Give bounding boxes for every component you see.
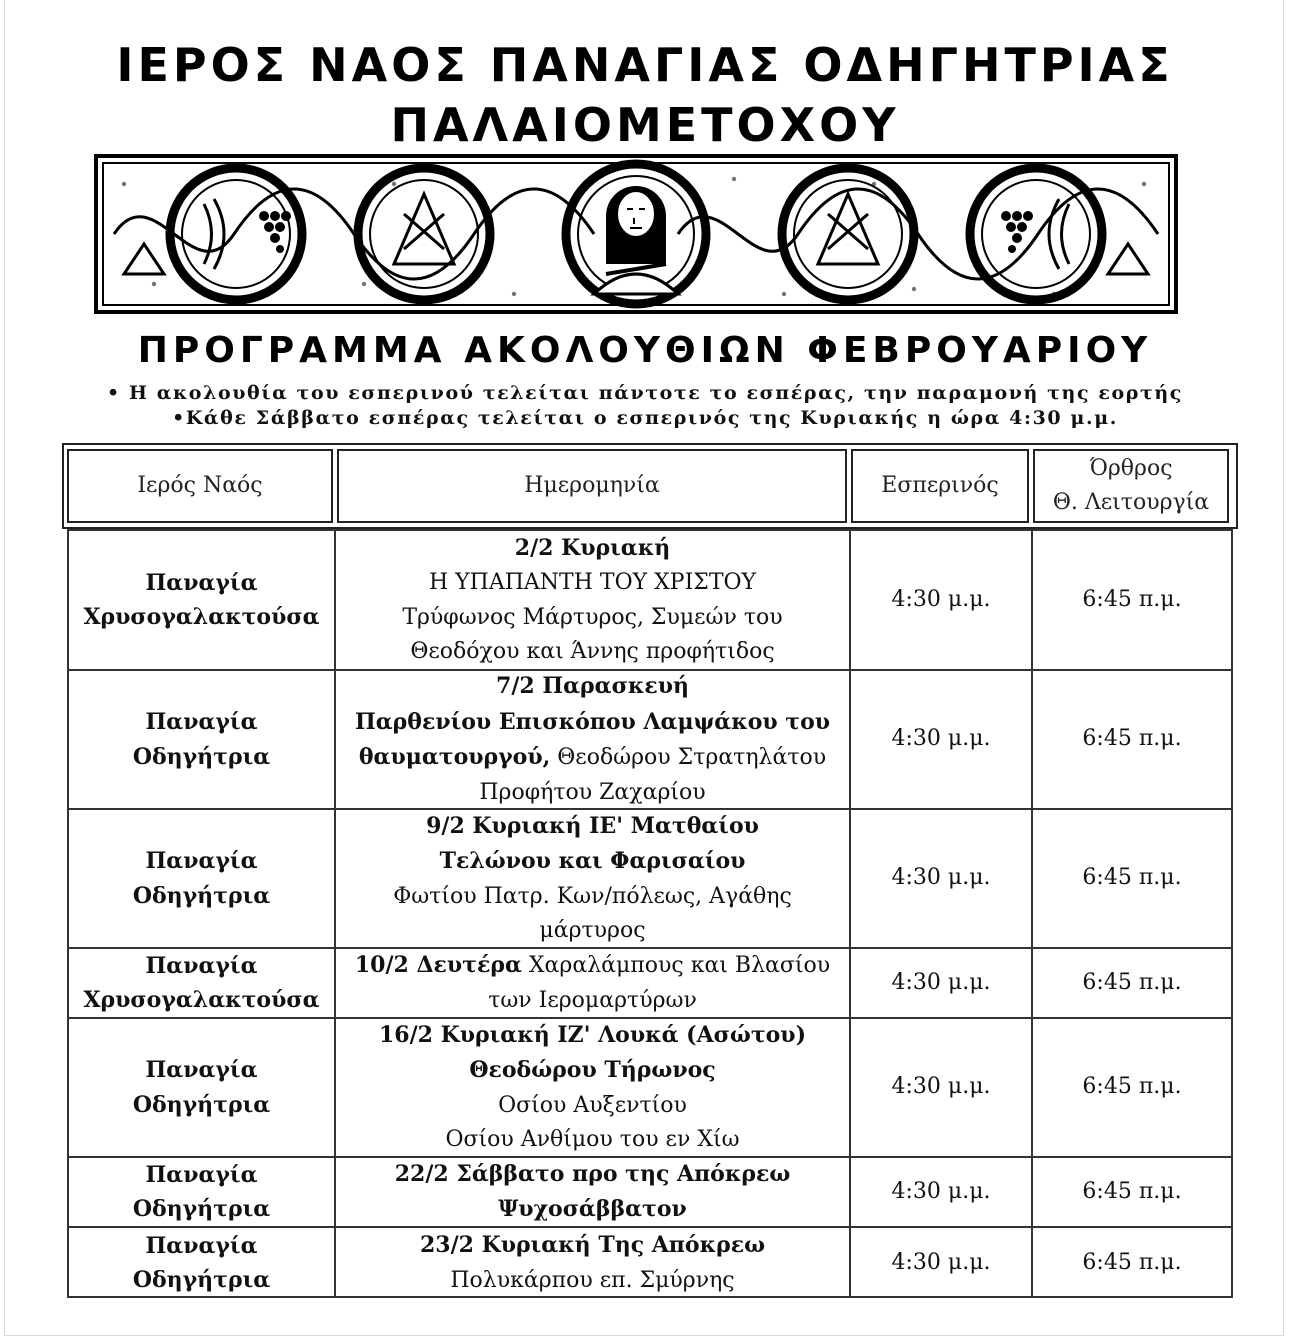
feast-line: [355, 948, 830, 984]
vespers-time: 4:30 μ.μ.: [891, 586, 991, 612]
date-cell: [336, 949, 849, 1017]
church-cell: [69, 810, 334, 947]
feast-text-bold: 7/2 Παρασκευή: [496, 673, 689, 699]
church-name: Χρυσογαλακτούσα: [83, 604, 320, 630]
header-church: Ιερός Ναός: [67, 449, 333, 523]
vespers-cell: [851, 810, 1031, 947]
feast-text-bold: 23/2 Κυριακή Της Απόκρεω: [419, 1232, 766, 1258]
orthros-time: 6:45 π.μ.: [1082, 865, 1182, 891]
feast-text-bold: 2/2 Κυριακή: [514, 534, 671, 561]
church-name: Παναγία: [145, 569, 258, 596]
feast-line: [429, 566, 756, 601]
feast-line: [359, 740, 826, 776]
orthros-cell: [1033, 1019, 1231, 1156]
feast-line: [539, 914, 645, 949]
orthros-cell: [1033, 671, 1231, 808]
feast-line: [469, 1053, 715, 1089]
church-name: Παναγία: [145, 709, 258, 735]
feast-text-bold: Τελώνου και Φαρισαίου: [439, 848, 746, 874]
feast-text: Θεοδώρου Στρατηλάτου: [550, 745, 827, 770]
header-orthros: Όρθρος Θ. Λειτουργία: [1033, 449, 1229, 523]
feast-line: [498, 1192, 687, 1228]
date-cell: [336, 671, 849, 808]
feast-line: [515, 531, 670, 567]
feast-line: [393, 880, 792, 915]
orthros-cell: [1033, 1158, 1231, 1226]
date-cell: [336, 531, 849, 669]
feast-line: [355, 705, 830, 741]
feast-line: [479, 776, 705, 811]
orthros-cell: [1033, 949, 1231, 1017]
feast-text-bold: 9/2 Κυριακή ΙΕ' Ματθαίου: [426, 812, 759, 839]
feast-text-bold: Ψυχοσάββατον: [498, 1196, 687, 1222]
feast-text-bold: 16/2 Κυριακή ΙΖ' Λουκά (Ασώτου): [379, 1021, 806, 1048]
saturday-note: •Κάθε Σάββατο εσπέρας τελείται ο εσπερινός της Κυριακής η ώρα 4:30 μ.μ.: [172, 407, 1118, 429]
ornament-frieze-icon: [94, 154, 1178, 314]
feast-text-bold: θαυματουργού,: [358, 744, 551, 770]
church-subtitle: ΠΑΛΑΙΟΜΕΤΟΧΟΥ: [390, 98, 900, 152]
date-cell: [336, 810, 849, 947]
feast-line: [496, 669, 689, 705]
church-name: Παναγία: [145, 1057, 258, 1083]
feast-line: [450, 1264, 734, 1299]
feast-text: Θεοδόχου και Άννης προφήτιδος: [410, 639, 775, 664]
vespers-cell: [851, 1019, 1031, 1156]
feast-text: Η ΥΠΑΠΑΝΤΗ ΤΟΥ ΧΡΙΣΤΟΥ: [428, 570, 757, 595]
date-cell: [336, 1019, 849, 1156]
vespers-cell: [851, 949, 1031, 1017]
vespers-cell: [851, 531, 1031, 669]
orthros-time: 6:45 π.μ.: [1082, 726, 1182, 752]
feast-text-bold: Θεοδώρου Τήρωνος: [469, 1057, 716, 1083]
church-name: Παναγία: [145, 1232, 258, 1259]
church-cell: [69, 531, 334, 669]
vespers-cell: [851, 671, 1031, 808]
church-name: Οδηγήτρια: [132, 882, 271, 909]
orthros-cell: [1033, 810, 1231, 947]
orthros-time: 6:45 π.μ.: [1082, 1178, 1182, 1204]
feast-line: [440, 844, 746, 880]
header-vespers: Εσπερινός: [851, 449, 1029, 523]
feast-text-bold: 10/2 Δευτέρα: [354, 952, 522, 978]
feast-line: [395, 1157, 791, 1193]
feast-line: [420, 1228, 765, 1264]
church-name: Οδηγήτρια: [132, 1196, 271, 1222]
date-cell: [336, 1158, 849, 1226]
church-name: Οδηγήτρια: [132, 1091, 271, 1118]
church-cell: [69, 1019, 334, 1156]
church-cell: [69, 949, 334, 1017]
feast-text: Οσίου Ανθίμου του εν Χίω: [445, 1127, 740, 1152]
orthros-cell: [1033, 531, 1231, 669]
feast-text: Τρύφωνος Μάρτυρος, Συμεών του: [402, 604, 783, 630]
church-name: Παναγία: [145, 848, 258, 874]
feast-text: Φωτίου Πατρ. Κων/πόλεως, Αγάθης: [393, 883, 792, 909]
vespers-time: 4:30 μ.μ.: [891, 1178, 991, 1204]
feast-line: [410, 635, 774, 670]
date-cell: [336, 1228, 849, 1298]
feast-text: Προφήτου Ζαχαρίου: [479, 779, 706, 805]
church-name: Οδηγήτρια: [132, 743, 271, 770]
vespers-time: 4:30 μ.μ.: [891, 726, 991, 752]
feast-line: [402, 601, 782, 636]
vespers-cell: [851, 1228, 1031, 1298]
orthros-time: 6:45 π.μ.: [1082, 586, 1182, 612]
feast-line: [445, 1123, 739, 1158]
feast-text: μάρτυρος: [539, 918, 646, 943]
program-title: ΠΡΟΓΡΑΜΜΑ ΑΚΟΛΟΥΘΙΩΝ ΦΕΒΡΟΥΑΡΙΟΥ: [137, 330, 1153, 371]
feast-text: Πολυκάρπου επ. Σμύρνης: [450, 1267, 735, 1293]
feast-line: [426, 809, 759, 845]
vespers-cell: [851, 1158, 1031, 1226]
feast-text: Οσίου Αυξεντίου: [498, 1092, 687, 1118]
vespers-note: • Η ακολουθία του εσπερινού τελείται πάντοτε το εσπέρας, την παραμονή της εορτής: [107, 382, 1183, 404]
vespers-time: 4:30 μ.μ.: [891, 969, 991, 995]
orthros-time: 6:45 π.μ.: [1082, 969, 1182, 995]
church-name: Χρυσογαλακτούσα: [83, 987, 320, 1013]
church-name: Οδηγήτρια: [132, 1267, 271, 1293]
church-cell: [69, 1158, 334, 1226]
church-cell: [69, 671, 334, 808]
orthros-cell: [1033, 1228, 1231, 1298]
church-cell: [69, 1228, 334, 1298]
feast-text-bold: 22/2 Σάββατο προ της Απόκρεω: [394, 1160, 791, 1187]
feast-line: [498, 1089, 687, 1124]
church-title: ΙΕΡΟΣ ΝΑΟΣ ΠΑΝΑΓΙΑΣ ΟΔΗΓΗΤΡΙΑΣ: [116, 38, 1174, 92]
orthros-time: 6:45 π.μ.: [1082, 1074, 1182, 1100]
feast-text-bold: Παρθενίου Επισκόπου Λαμψάκου του: [354, 708, 831, 735]
feast-text: των Ιερομαρτύρων: [488, 987, 697, 1013]
feast-line: [488, 984, 697, 1019]
church-name: Παναγία: [145, 1161, 258, 1188]
header-date: Ημερομηνία: [337, 449, 847, 523]
feast-text: Χαραλάμπους και Βλασίου: [521, 953, 831, 978]
vespers-time: 4:30 μ.μ.: [891, 865, 991, 891]
feast-line: [379, 1018, 806, 1054]
vespers-time: 4:30 μ.μ.: [891, 1249, 991, 1275]
church-name: Παναγία: [145, 952, 258, 979]
vespers-time: 4:30 μ.μ.: [891, 1074, 991, 1100]
orthros-time: 6:45 π.μ.: [1082, 1249, 1182, 1275]
